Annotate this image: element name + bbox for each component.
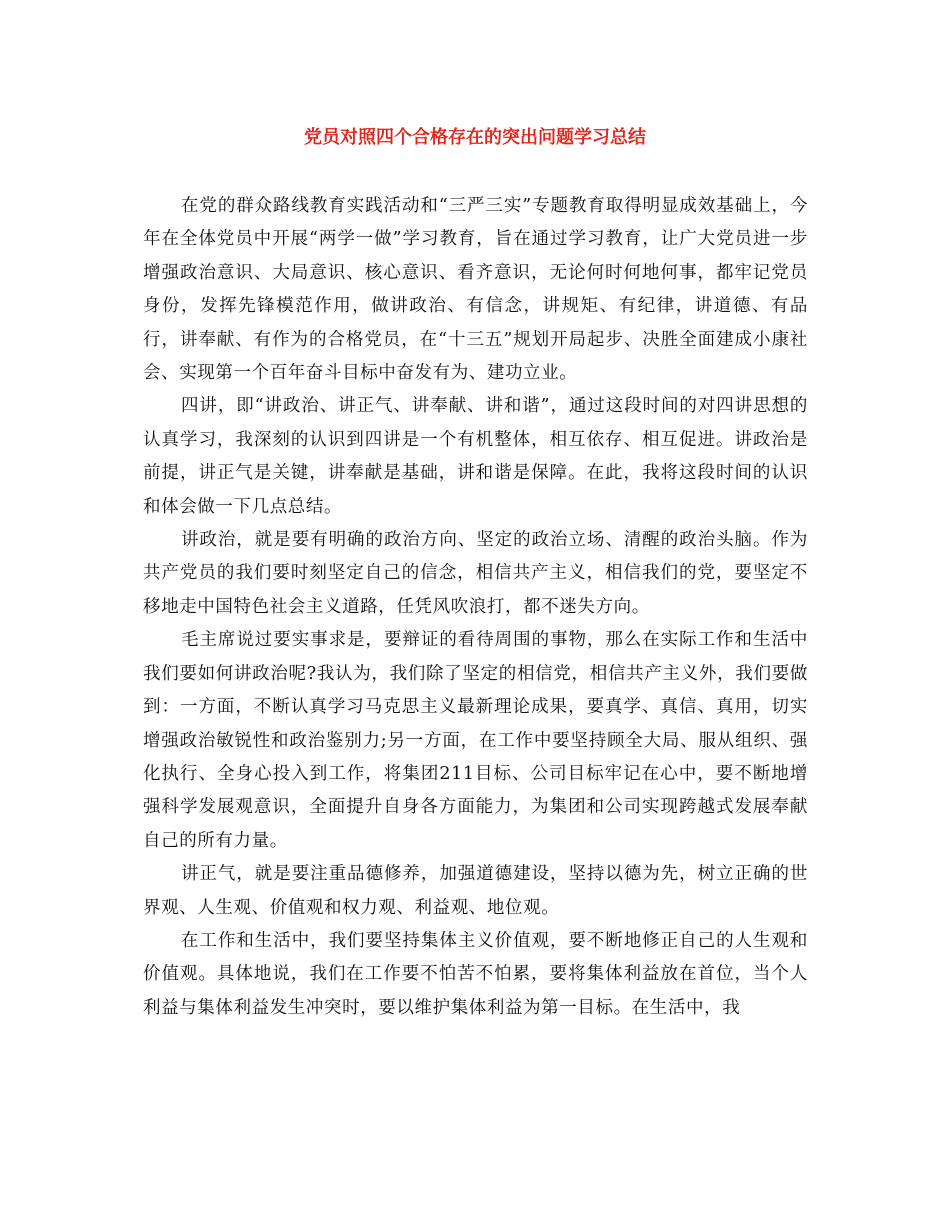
paragraph-4: 毛主席说过要实事求是，要辩证的看待周围的事物，那么在实际工作和生活中我们要如何讲政治呢?我认为，我们除了坚定的相信党，相信共产主义外，我们要做到：一方面，不断认真学习马克思主义最新理论成果，要真学、真信、真用，切实增强政治敏锐性和政治鉴别力;另一方面，在工作中要坚持顾全大局、服从组织、强化执行、全身心投入到工作，将集团211目标、公司目标牢记在心中，要不断地增强科学发展观意识，全面提升自身各方面能力，为集团和公司实现跨越式发展奉献自己的所有力量。 — [143, 630, 808, 851]
document-title: 党员对照四个合格存在的突出问题学习总结 — [304, 127, 646, 148]
paragraph-6: 在工作和生活中，我们要坚持集体主义价值观，要不断地修正自己的人生观和价值观。具体地说，我们在工作要不怕苦不怕累，要将集体利益放在首位，当个人利益与集体利益发生冲突时，要以维护集体利益为第一目标。在生活中，我 — [143, 930, 808, 1018]
paragraph-1: 在党的群众路线教育实践活动和“三严三实”专题教育取得明显成效基础上，今年在全体党员中开展“两学一做”学习教育，旨在通过学习教育，让广大党员进一步增强政治意识、大局意识、核心意识、看齐意识，无论何时何地何事，都牢记党员身份，发挥先锋模范作用，做讲政治、有信念，讲规矩、有纪律，讲道德、有品行，讲奉献、有作为的合格党员，在“十三五”规划开局起步、决胜全面建成小康社会、实现第一个百年奋斗目标中奋发有为、建功立业。 — [143, 196, 808, 384]
paragraph-3: 讲政治，就是要有明确的政治方向、坚定的政治立场、清醒的政治头脑。作为共产党员的我们要时刻坚定自己的信念，相信共产主义，相信我们的党，要坚定不移地走中国特色社会主义道路，任凭风吹浪打，都不迷失方向。 — [143, 530, 808, 617]
document-body — [143, 190, 808, 1025]
paragraph-2: 四讲，即“讲政治、讲正气、讲奉献、讲和谐”，通过这段时间的对四讲思想的认真学习，我深刻的认识到四讲是一个有机整体，相互依存、相互促进。讲政治是前提，讲正气是关键，讲奉献是基础，讲和谐是保障。在此，我将这段时间的认识和体会做一下几点总结。 — [143, 396, 808, 517]
paragraph-5: 讲正气，就是要注重品德修养，加强道德建设，坚持以德为先，树立正确的世界观、人生观、价值观和权力观、利益观、地位观。 — [143, 864, 808, 918]
